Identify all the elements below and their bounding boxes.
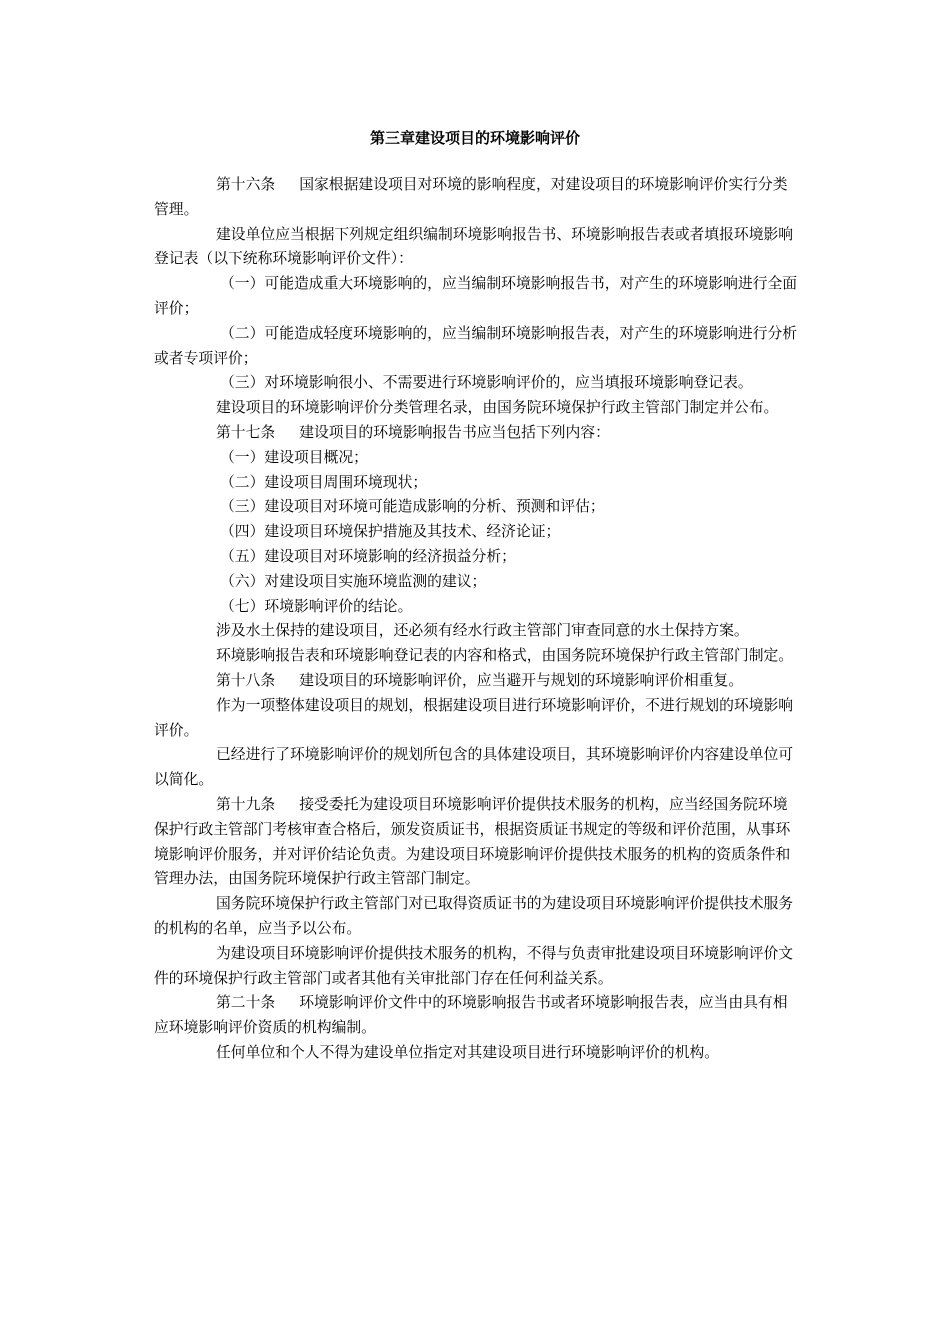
- list-item: （一）可能造成重大环境影响的，应当编制环境影响报告书，对产生的环境影响进行全面评价；: [154, 275, 798, 317]
- article-label: 第十九条: [216, 795, 276, 813]
- article-label: 第二十条: [216, 994, 276, 1012]
- article-text: 建设项目的环境影响评价，应当避开与规划的环境影响评价相重复。: [299, 671, 744, 689]
- paragraph: 任何单位和个人不得为建设单位指定对其建设项目进行环境影响评价的机构。: [216, 1043, 720, 1061]
- paragraph: 作为一项整体建设项目的规划，根据建设项目进行环境影响评价，不进行规划的环境影响评价。: [154, 696, 794, 739]
- article-label: 第十八条: [216, 671, 276, 689]
- paragraph: 为建设项目环境影响评价提供技术服务的机构，不得与负责审批建设项目环境影响评价文件的环境保护行政主管部门或者其他有关审批部门存在任何利益关系。: [154, 944, 794, 987]
- article-text: 建设项目的环境影响报告书应当包括下列内容：: [299, 423, 610, 441]
- list-item: （二）建设项目周围环境现状；: [220, 473, 428, 491]
- paragraph: 建设项目的环境影响评价分类管理名录，由国务院环境保护行政主管部门制定并公布。: [216, 399, 779, 417]
- list-item: （一）建设项目概况；: [220, 448, 368, 466]
- list-item: （七）环境影响评价的结论。: [220, 597, 413, 615]
- paragraph: 已经进行了环境影响评价的规划所包含的具体建设项目，其环境影响评价内容建设单位可以简化。: [154, 746, 794, 789]
- paragraph: 涉及水土保持的建设项目，还必须有经水行政主管部门审查同意的水土保持方案。: [216, 622, 749, 640]
- article-text: 国家根据建设项目对环境的影响程度，对建设项目的环境影响评价实行分类管理。: [154, 176, 788, 218]
- document-body: [154, 173, 802, 1066]
- list-item: （三）建设项目对环境可能造成影响的分析、预测和评估；: [220, 498, 605, 516]
- article-17: [154, 421, 802, 446]
- list-item: （三）对环境影响很小、不需要进行环境影响评价的，应当填报环境影响登记表。: [220, 374, 753, 392]
- article-20: [154, 991, 802, 1041]
- article-16: [154, 173, 802, 223]
- list-item: （二）可能造成轻度环境影响的，应当编制环境影响报告表，对产生的环境影响进行分析或者专项评价；: [154, 324, 798, 367]
- chapter-title: 第三章建设项目的环境影响评价: [369, 129, 580, 147]
- article-label: 第十七条: [216, 423, 276, 441]
- paragraph: 环境影响报告表和环境影响登记表的内容和格式，由国务院环境保护行政主管部门制定。: [216, 647, 794, 665]
- list-item: （五）建设项目对环境影响的经济损益分析；: [220, 547, 516, 565]
- article-text: 环境影响评价文件中的环境影响报告书或者环境影响报告表，应当由具有相应环境影响评价资质的机构编制。: [154, 994, 788, 1037]
- list-item: （六）对建设项目实施环境监测的建议；: [220, 572, 487, 590]
- article-label: 第十六条: [216, 176, 276, 193]
- article-text: 接受委托为建设项目环境影响评价提供技术服务的机构，应当经国务院环境保护行政主管部门考核审查合格后，颁发资质证书，根据资质证书规定的等级和评价范围，从事环境影响评价服务，并对评价结论负责。为建设项目环境影响评价提供技术服务的机构的资质条件和管理办法，由国务院环境保护行政主管部门制定。: [154, 795, 791, 888]
- list-item: （四）建设项目环境保护措施及其技术、经济论证；: [220, 523, 561, 541]
- paragraph: 国务院环境保护行政主管部门对已取得资质证书的为建设项目环境影响评价提供技术服务的机构的名单，应当予以公布。: [154, 895, 794, 937]
- paragraph: 建设单位应当根据下列规定组织编制环境影响报告书、环境影响报告表或者填报环境影响登记表（以下统称环境影响评价文件）：: [154, 225, 794, 268]
- article-19: [154, 793, 802, 892]
- article-18: [154, 669, 802, 694]
